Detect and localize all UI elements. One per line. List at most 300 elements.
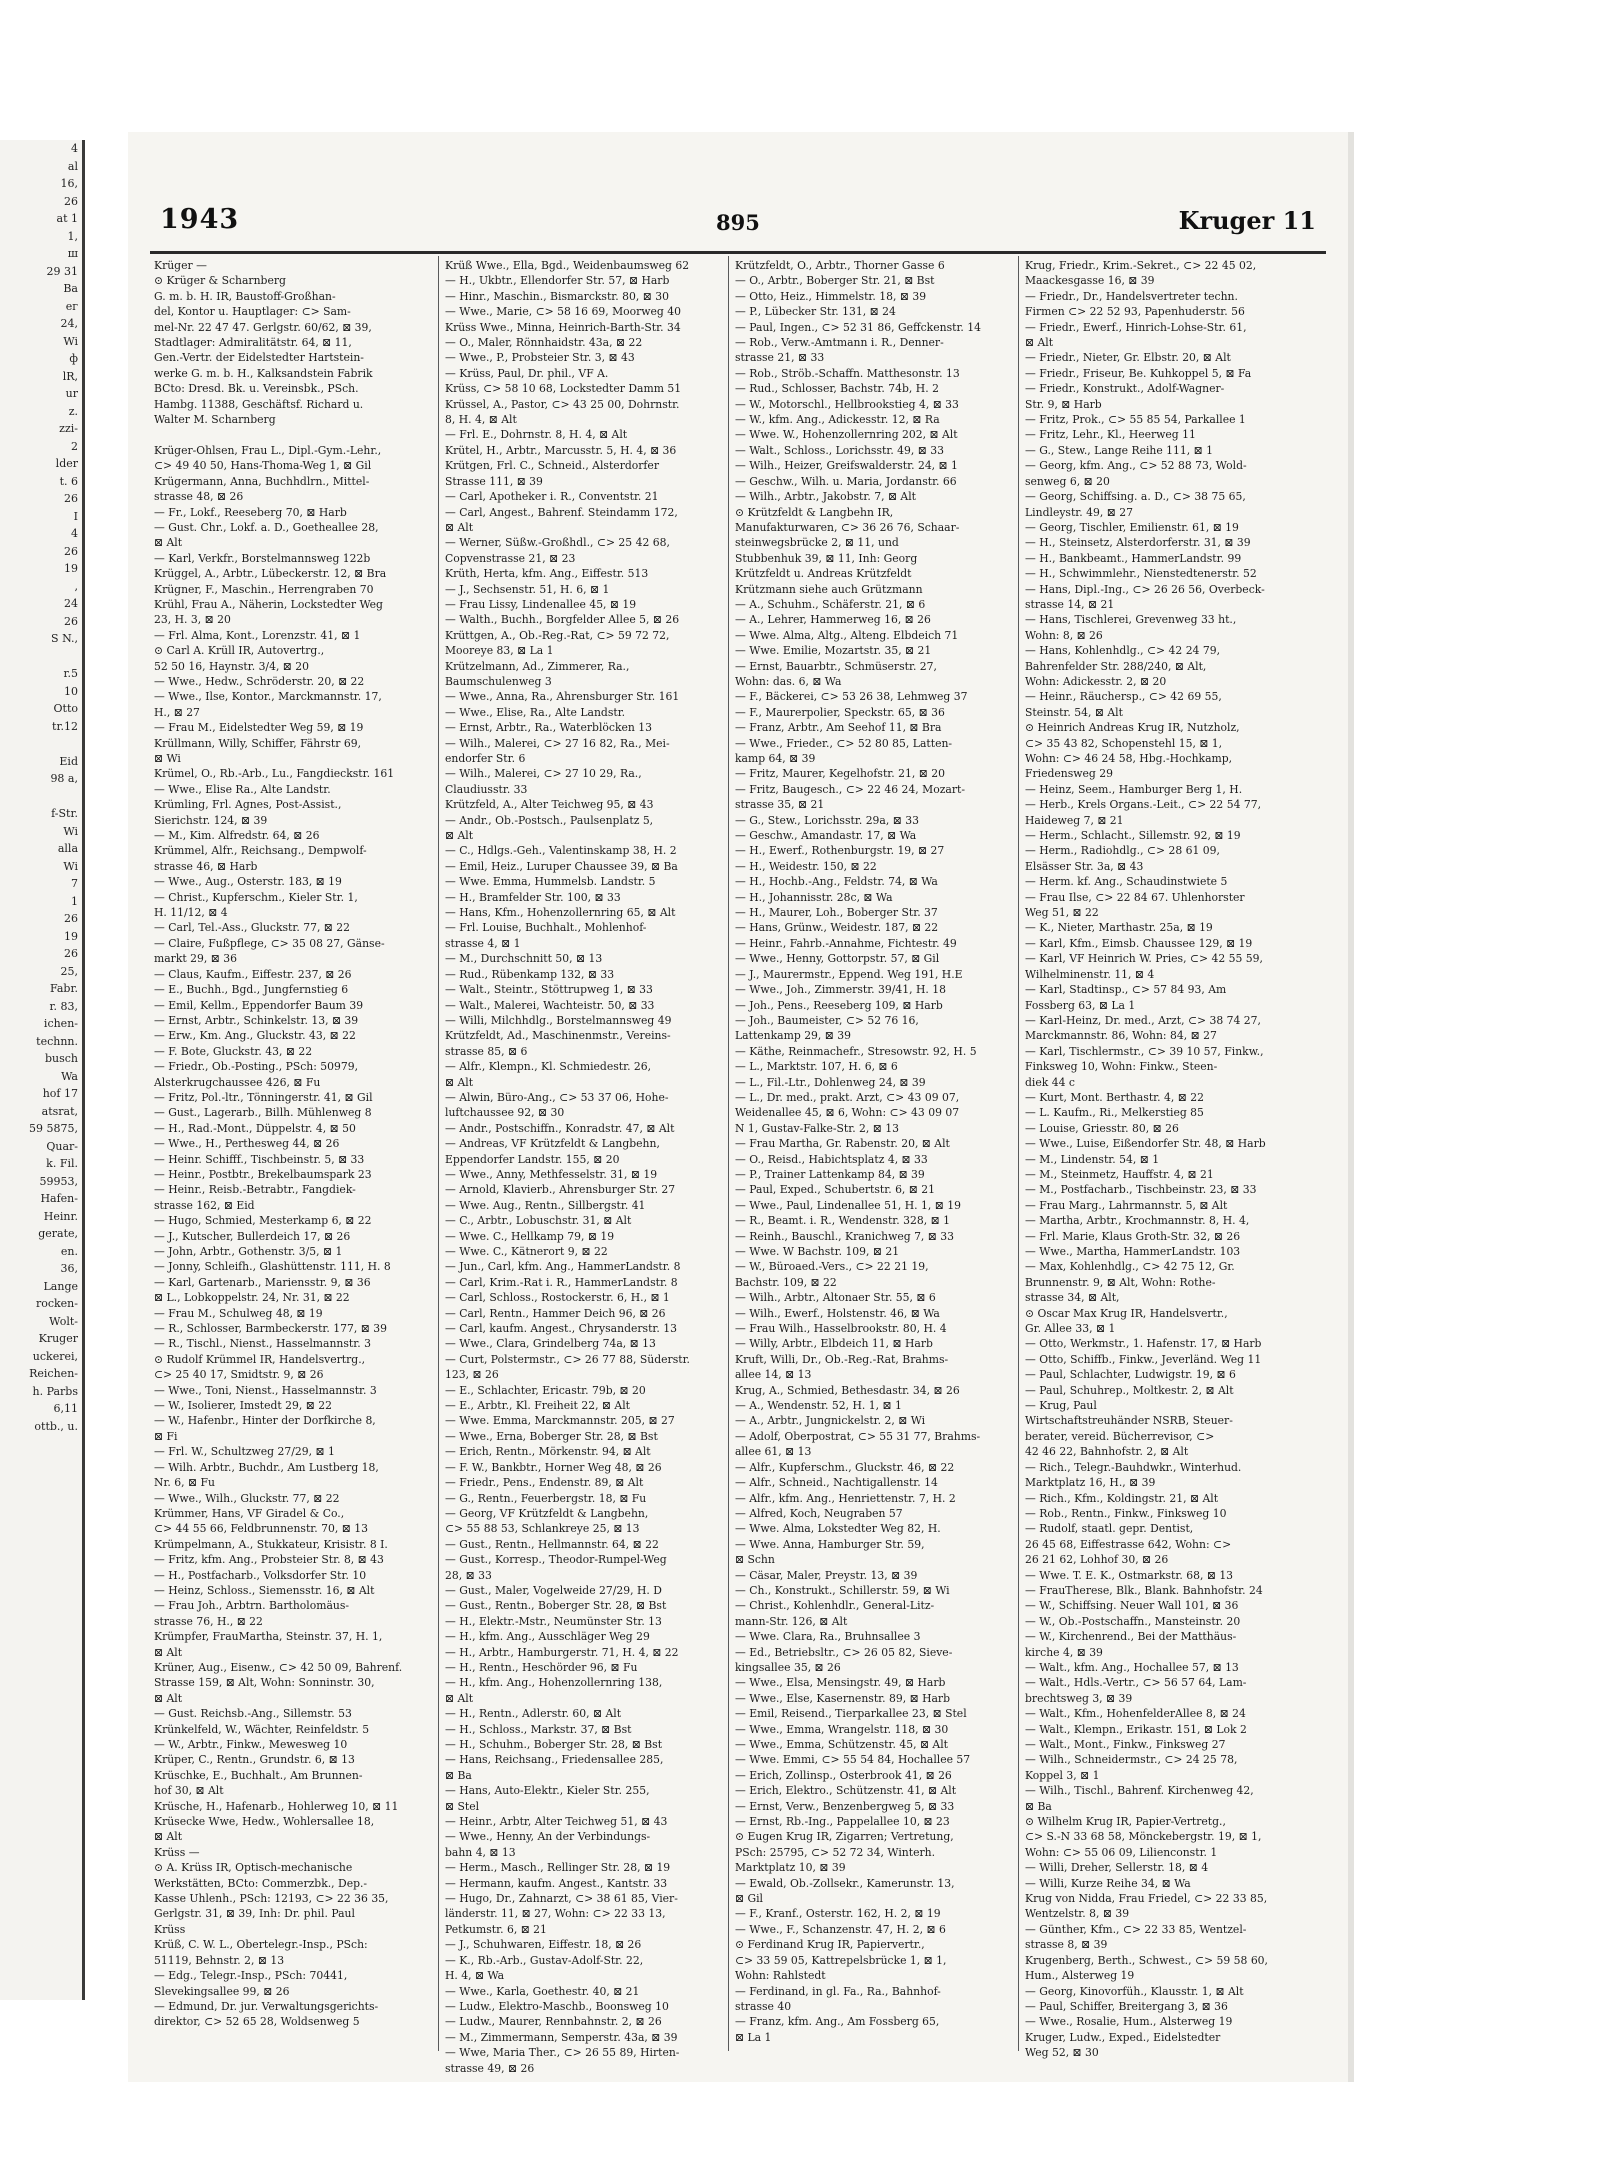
- directory-entry-line: Haideweg 7, ⊠ 21: [1025, 813, 1124, 827]
- previous-page-line: uckerei,: [32, 1349, 78, 1363]
- directory-entry-line: ⊙ A. Krüss IR, Optisch-mechanische: [154, 1861, 353, 1875]
- directory-entry-line: — C., Arbtr., Lobuschstr. 31, ⊠ Alt: [445, 1214, 632, 1228]
- directory-entry-line: — Karl, Kfm., Eimsb. Chaussee 129, ⊠ 19: [1025, 936, 1253, 950]
- directory-entry-line: Krütel, H., Arbtr., Marcusstr. 5, H. 4, ⊠ 36: [445, 443, 677, 457]
- directory-entry-line: — Hermann, kaufm. Angest., Kantstr. 33: [445, 1876, 668, 1890]
- directory-entry-line: — E., Buchh., Bgd., Jungfernstieg 6: [154, 983, 349, 997]
- directory-entry-line: — Wwe., Karla, Goethestr. 40, ⊠ 21: [445, 1984, 640, 1998]
- directory-entry-line: — Friedr., Nieter, Gr. Elbstr. 20, ⊠ Alt: [1025, 351, 1231, 365]
- directory-entry-line: — Rob., Rentn., Finkw., Finksweg 10: [1025, 1506, 1227, 1520]
- directory-entry-line: — Carl, Angest., Bahrenf. Steindamm 172,: [445, 505, 678, 519]
- directory-entry-line: — L. Kaufm., Ri., Melkerstieg 85: [1025, 1106, 1204, 1120]
- directory-entry-line: — Willy, Arbtr., Elbdeich 11, ⊠ Harb: [735, 1337, 933, 1351]
- directory-entry-line: — Wwe. Alma, Lokstedter Weg 82, H.: [735, 1522, 941, 1536]
- directory-entry-line: diek 44 c: [1025, 1075, 1075, 1089]
- directory-entry-line: — Heinr., Postbtr., Brekelbaumspark 23: [154, 1167, 372, 1181]
- directory-entry-line: Krüllmann, Willy, Schiffer, Fährstr 69,: [154, 736, 362, 750]
- previous-page-line: 4: [71, 527, 78, 540]
- directory-entry-line: — Andr., Postschiffn., Konradstr. 47, ⊠ Alt: [445, 1121, 675, 1135]
- header-page-number: 895: [716, 210, 760, 235]
- directory-entry-line: allee 14, ⊠ 13: [735, 1368, 812, 1382]
- directory-entry-line: — Krüss, Paul, Dr. phil., VF A.: [445, 366, 609, 380]
- directory-entry-line: — Erich, Zollinsp., Osterbrook 41, ⊠ 26: [735, 1768, 952, 1782]
- directory-entry-line: kamp 64, ⊠ 39: [735, 752, 816, 765]
- previous-page-line: Otto: [53, 702, 78, 715]
- directory-entry-line: — Hans, Auto-Elektr., Kieler Str. 255,: [445, 1784, 650, 1798]
- directory-entry-line: ⊠ Ba: [445, 1768, 472, 1782]
- directory-entry-line: — W., Büroaed.-Vers., ⊂> 22 21 19,: [735, 1260, 929, 1274]
- directory-entry-line: — Gust., Maler, Vogelweide 27/29, H. D: [445, 1583, 662, 1597]
- directory-entry-line: — Wwe. C., Hellkamp 79, ⊠ 19: [445, 1229, 615, 1243]
- directory-entry-line: — Wwe., P., Probsteier Str. 3, ⊠ 43: [445, 351, 635, 365]
- directory-entry-line: — Wwe. Clara, Ra., Bruhnsallee 3: [735, 1630, 921, 1644]
- directory-entry-line: — E., Arbtr., Kl. Freiheit 22, ⊠ Alt: [445, 1399, 631, 1413]
- directory-entry-line: Krümpelmann, A., Stukkateur, Krisistr. 8 I.: [154, 1537, 388, 1551]
- directory-entry-line: — A., Lehrer, Hammerweg 16, ⊠ 26: [735, 613, 931, 627]
- directory-entry-line: ⊠ Fi: [154, 1429, 178, 1443]
- directory-entry-line: — Carl, Rentn., Hammer Deich 96, ⊠ 26: [445, 1306, 666, 1320]
- directory-entry-line: — Paul, Schuhrep., Moltkestr. 2, ⊠ Alt: [1025, 1383, 1234, 1397]
- previous-page-line: lR,: [62, 369, 78, 383]
- directory-entry-line: — Carl, Krim.-Rat i. R., HammerLandstr. 8: [445, 1275, 678, 1289]
- directory-entry-line: — Gust., Korresp., Theodor-Rumpel-Weg: [445, 1553, 667, 1567]
- directory-entry-line: — Wwe., Martha, HammerLandstr. 103: [1025, 1245, 1241, 1258]
- directory-entry-line: — W., Ob.-Postschaffn., Mansteinstr. 20: [1025, 1614, 1241, 1628]
- directory-entry-line: strasse 14, ⊠ 21: [1025, 597, 1115, 611]
- directory-entry-line: 8, H. 4, ⊠ Alt: [445, 413, 517, 427]
- previous-page-line: S N.,: [51, 632, 78, 645]
- directory-entry-line: Krüssel, A., Pastor, ⊂> 43 25 00, Dohrnstr.: [445, 397, 680, 411]
- directory-entry-line: 52 50 16, Haynstr. 3/4, ⊠ 20: [154, 659, 310, 673]
- directory-entry-line: — Frl. Marie, Klaus Groth-Str. 32, ⊠ 26: [1025, 1229, 1241, 1243]
- directory-entry-line: — Friedr., Ob.-Posting., PSch: 50979,: [154, 1060, 359, 1074]
- directory-entry-line: — F. Bote, Gluckstr. 43, ⊠ 22: [154, 1044, 313, 1058]
- directory-entry-line: — Wwe., Aug., Osterstr. 183, ⊠ 19: [154, 875, 342, 889]
- directory-entry-line: — A., Wendenstr. 52, H. 1, ⊠ 1: [735, 1399, 902, 1413]
- directory-entry-line: — Carl, Schloss., Rostockerstr. 6, H., ⊠ 1: [445, 1291, 670, 1305]
- previous-page-line: tr.12: [52, 719, 78, 733]
- directory-entry-line: Krümpfer, FrauMartha, Steinstr. 37, H. 1,: [154, 1630, 383, 1644]
- directory-entry-line: Gr. Allee 33, ⊠ 1: [1025, 1322, 1116, 1336]
- directory-entry-line: Krützelmann, Ad., Zimmerer, Ra.,: [445, 659, 630, 673]
- previous-page-line: 24,: [60, 317, 78, 330]
- directory-entry-line: — M., Durchschnitt 50, ⊠ 13: [445, 952, 603, 966]
- directory-entry-line: — Walt., Malerei, Wachteistr. 50, ⊠ 33: [445, 998, 655, 1012]
- directory-entry-line: 23, H. 3, ⊠ 20: [154, 613, 231, 627]
- previous-page-line: hof 17: [42, 1087, 78, 1100]
- directory-entry-line: ⊂> 44 55 66, Feldbrunnenstr. 70, ⊠ 13: [154, 1522, 368, 1536]
- directory-entry-line: — P., Trainer Lattenkamp 84, ⊠ 39: [735, 1167, 925, 1181]
- directory-entry-line: — Wilh., Schneidermstr., ⊂> 24 25 78,: [1025, 1753, 1238, 1767]
- directory-entry-line: Manufakturwaren, ⊂> 36 26 76, Schaar-: [735, 520, 960, 534]
- directory-column-4: [1018, 256, 1323, 2060]
- directory-entry-line: Marktplatz 16, H., ⊠ 39: [1025, 1476, 1156, 1490]
- directory-entry-line: — FrauTherese, Blk., Blank. Bahnhofstr. 24: [1025, 1583, 1263, 1597]
- directory-entry-line: — Fritz, Lehr., Kl., Heerweg 11: [1025, 428, 1196, 442]
- directory-entry-line: — H., Arbtr., Hamburgerstr. 71, H. 4, ⊠ 22: [445, 1645, 679, 1659]
- directory-entry-line: — Kurt, Mont. Berthastr. 4, ⊠ 22: [1025, 1090, 1204, 1104]
- directory-entry-line: ⊠ Schn: [735, 1553, 775, 1567]
- directory-entry-line: — Wwe., Elsa, Mensingstr. 49, ⊠ Harb: [735, 1676, 946, 1690]
- previous-page-line: 24: [64, 597, 78, 610]
- directory-entry-line: — Wwe., Rosalie, Hum., Alsterweg 19: [1025, 2015, 1233, 2029]
- directory-entry-line: Krümmel, Alfr., Reichsang., Dempwolf-: [154, 844, 367, 858]
- directory-entry-line: — Wilh., Arbtr., Altonaer Str. 55, ⊠ 6: [735, 1291, 936, 1305]
- directory-entry-line: — Herm., Schlacht., Sillemstr. 92, ⊠ 19: [1025, 829, 1241, 843]
- directory-entry-line: — Fr., Lokf., Reeseberg 70, ⊠ Harb: [154, 505, 347, 519]
- directory-entry-line: — Georg, Kinovorfüh., Klausstr. 1, ⊠ Alt: [1025, 1984, 1244, 1998]
- directory-entry-line: direktor, ⊂> 52 65 28, Woldsenweg 5: [154, 2015, 360, 2029]
- previous-page-line: 1,: [67, 229, 78, 243]
- directory-entry-line: — M., Steinmetz, Hauffstr. 4, ⊠ 21: [1025, 1167, 1214, 1181]
- directory-entry-line: Krug, A., Schmied, Bethesdastr. 34, ⊠ 26: [735, 1383, 960, 1397]
- directory-entry-line: — Wwe., H., Perthesweg 44, ⊠ 26: [154, 1137, 340, 1151]
- directory-entry-line: — Rob., Ströb.-Schaffn. Matthesonstr. 13: [735, 366, 960, 380]
- directory-entry-line: — Otto, Heiz., Himmelstr. 18, ⊠ 39: [735, 289, 927, 303]
- previous-page-line: 98 a,: [50, 772, 78, 785]
- directory-entry-line: — H., kfm. Ang., Ausschläger Weg 29: [445, 1630, 650, 1644]
- directory-entry-line: — Edmund, Dr. jur. Verwaltungsgerichts-: [154, 1999, 379, 2013]
- previous-page-line: [0, 735, 82, 753]
- directory-entry-line: ⊂> 49 40 50, Hans-Thoma-Weg 1, ⊠ Gil: [154, 459, 372, 473]
- directory-entry-line: Kasse Uhlenh., PSch: 12193, ⊂> 22 36 35,: [154, 1892, 389, 1906]
- previous-page-line: 25,: [60, 964, 78, 978]
- previous-page-line: gerate,: [38, 1227, 78, 1240]
- directory-entry-line: — Käthe, Reinmachefr., Stresowstr. 92, H. 5: [735, 1044, 977, 1058]
- directory-entry-line: — F., Kranf., Osterstr. 162, H. 2, ⊠ 19: [735, 1907, 941, 1921]
- directory-entry-line: — Ludw., Elektro-Maschb., Boonsweg 10: [445, 1999, 669, 2013]
- directory-entry-line: bahn 4, ⊠ 13: [445, 1845, 516, 1859]
- directory-entry-line: — Rich., Telegr.-Bauhdwkr., Winterhud.: [1025, 1460, 1242, 1474]
- directory-entry-line: Marktplatz 10, ⊠ 39: [735, 1861, 846, 1875]
- directory-entry-line: — J., Maurermstr., Eppend. Weg 191, H.E: [735, 967, 963, 981]
- directory-entry-line: — Cäsar, Maler, Preystr. 13, ⊠ 39: [735, 1568, 918, 1582]
- directory-entry-line: — Frl. Alma, Kont., Lorenzstr. 41, ⊠ 1: [154, 628, 361, 642]
- directory-entry-line: — L., Marktstr. 107, H. 6, ⊠ 6: [735, 1060, 898, 1074]
- directory-entry-line: Eppendorfer Landstr. 155, ⊠ 20: [445, 1152, 620, 1166]
- directory-entry-line: — Rich., Kfm., Koldingstr. 21, ⊠ Alt: [1025, 1491, 1219, 1505]
- directory-entry-line: — Frau M., Eidelstedter Weg 59, ⊠ 19: [154, 721, 364, 735]
- directory-entry-line: Str. 9, ⊠ Harb: [1025, 397, 1102, 411]
- directory-entry-line: — Carl, Tel.-Ass., Gluckstr. 77, ⊠ 22: [154, 921, 351, 935]
- directory-entry-line: strasse 49, ⊠ 26: [445, 2061, 535, 2075]
- directory-entry-line: — R., Schlosser, Barmbeckerstr. 177, ⊠ 39: [154, 1322, 387, 1336]
- directory-entry-line: Wohn: Rahlstedt: [735, 1969, 826, 1983]
- directory-entry-line: ⊠ Gil: [735, 1892, 764, 1906]
- directory-entry-line: — Christ., Kohlenhdlr., General-Litz-: [735, 1599, 935, 1613]
- previous-page-line: 4: [71, 142, 78, 155]
- directory-entry-line: strasse 34, ⊠ Alt,: [1025, 1291, 1120, 1305]
- directory-entry-line: ⊂> 55 88 53, Schlankreye 25, ⊠ 13: [445, 1522, 640, 1536]
- directory-entry-line: — Geschw., Amandastr. 17, ⊠ Wa: [735, 829, 917, 843]
- directory-entry-line: Mooreye 83, ⊠ La 1: [445, 644, 554, 658]
- directory-entry-line: — Fritz, kfm. Ang., Probsteier Str. 8, ⊠ 43: [154, 1553, 384, 1567]
- previous-page-line: alla: [57, 842, 78, 855]
- directory-entry-line: — W., Motorschl., Hellbrookstieg 4, ⊠ 33: [735, 397, 959, 411]
- directory-entry-line: berater, vereid. Bücherrevisor, ⊂>: [1025, 1429, 1215, 1443]
- directory-entry-line: — Andr., Ob.-Postsch., Paulsenplatz 5,: [445, 813, 654, 827]
- directory-entry-line: Bahrenfelder Str. 288/240, ⊠ Alt,: [1025, 659, 1207, 673]
- directory-entry-line: ⊂> 25 40 17, Smidtstr. 9, ⊠ 26: [154, 1368, 324, 1382]
- directory-entry-line: Krüsche, H., Hafenarb., Hohlerweg 10, ⊠ 11: [154, 1799, 399, 1813]
- directory-entry-line: — Emil, Reisend., Tierparkallee 23, ⊠ Stel: [735, 1707, 967, 1721]
- directory-entry-line: — Herb., Krels Organs.-Leit., ⊂> 22 54 77,: [1025, 798, 1262, 812]
- directory-entry-line: Kruft, Willi, Dr., Ob.-Reg.-Rat, Brahms-: [735, 1352, 949, 1366]
- directory-entry-line: — Fritz, Prok., ⊂> 55 85 54, Parkallee 1: [1025, 413, 1246, 427]
- directory-entry-line: Marckmannstr. 86, Wohn: 84, ⊠ 27: [1025, 1029, 1217, 1043]
- previous-page-line: Wi: [63, 824, 78, 838]
- directory-entry-line: — Reinh., Bauschl., Kranichweg 7, ⊠ 33: [735, 1229, 955, 1243]
- directory-entry-line: — H., Rentn., Adlerstr. 60, ⊠ Alt: [445, 1707, 622, 1721]
- directory-entry-line: — Georg, VF Krützfeldt & Langbehn,: [445, 1506, 649, 1520]
- directory-entry-line: — Georg, Tischler, Emilienstr. 61, ⊠ 19: [1025, 520, 1239, 534]
- directory-entry-line: — Wwe., Henny, Gottorpstr. 57, ⊠ Gil: [735, 952, 940, 966]
- directory-entry-line: — Rudolf, staatl. gepr. Dentist,: [1025, 1522, 1194, 1536]
- directory-entry-line: — Erw., Km. Ang., Gluckstr. 43, ⊠ 22: [154, 1029, 356, 1043]
- directory-entry-line: steinwegsbrücke 2, ⊠ 11, und: [735, 536, 899, 550]
- directory-entry-line: — R., Beamt. i. R., Wendenstr. 328, ⊠ 1: [735, 1214, 950, 1228]
- directory-column-3: [728, 256, 1014, 2051]
- directory-entry-line: Krüper, C., Rentn., Grundstr. 6, ⊠ 13: [154, 1753, 355, 1767]
- directory-entry-line: — Fritz, Baugesch., ⊂> 22 46 24, Mozart-: [735, 782, 965, 796]
- directory-entry-line: Krüss, ⊂> 58 10 68, Lockstedter Damm 51: [445, 382, 682, 396]
- previous-page-line: 10: [64, 684, 78, 698]
- directory-entry-line: Krüss —: [154, 1845, 200, 1859]
- directory-entry-line: Krugenberg, Berth., Schwest., ⊂> 59 58 60,: [1025, 1953, 1268, 1967]
- directory-entry-line: Krützfeldt, O., Arbtr., Thorner Gasse 6: [735, 259, 945, 272]
- directory-entry-line: Weg 52, ⊠ 30: [1025, 2046, 1099, 2060]
- directory-entry-line: H., ⊠ 27: [154, 705, 200, 719]
- directory-entry-line: — Friedr., Friseur, Be. Kuhkoppel 5, ⊠ Fa: [1025, 366, 1252, 380]
- directory-entry-line: — Wilh., Ewerf., Holstenstr. 46, ⊠ Wa: [735, 1306, 940, 1320]
- directory-entry-line: — W., Isolierer, Imstedt 29, ⊠ 22: [154, 1399, 333, 1413]
- directory-entry-line: Krug von Nidda, Frau Friedel, ⊂> 22 33 85,: [1025, 1892, 1268, 1906]
- header-year: 1943: [160, 204, 240, 235]
- directory-entry-line: — Wwe. Alma, Altg., Alteng. Elbdeich 71: [735, 628, 959, 642]
- directory-entry-line: — Fritz, Maurer, Kegelhofstr. 21, ⊠ 20: [735, 767, 945, 781]
- directory-entry-line: Krug, Friedr., Krim.-Sekret., ⊂> 22 45 02,: [1025, 259, 1257, 272]
- previous-page-line: k. Fil.: [46, 1157, 78, 1170]
- previous-page-line: Wa: [61, 1069, 78, 1083]
- directory-entry-line: Friedensweg 29: [1025, 767, 1114, 781]
- directory-entry-line: strasse 21, ⊠ 33: [735, 351, 825, 365]
- directory-entry-line: Gerlgstr. 31, ⊠ 39, Inh: Dr. phil. Paul: [154, 1907, 355, 1921]
- directory-entry-line: Baumschulenweg 3: [445, 674, 552, 688]
- directory-entry-line: ⊠ Wi: [154, 752, 181, 765]
- previous-page-line: [0, 788, 82, 806]
- directory-entry-line: — H., Ukbtr., Ellendorfer Str. 57, ⊠ Harb: [445, 274, 670, 288]
- directory-entry-line: Slevekingsallee 99, ⊠ 26: [154, 1984, 290, 1998]
- directory-entry-line: [154, 427, 430, 442]
- previous-page-line: Heinr.: [43, 1209, 78, 1223]
- directory-entry-line: — Wwe. Anna, Hamburger Str. 59,: [735, 1537, 925, 1551]
- directory-entry-line: — Claire, Fußpflege, ⊂> 35 08 27, Gänse-: [154, 936, 385, 950]
- directory-entry-line: — Otto, Schiffb., Finkw., Jeverländ. Weg 11: [1025, 1352, 1262, 1366]
- directory-entry-line: Petkumstr. 6, ⊠ 21: [445, 1922, 547, 1936]
- directory-entry-line: Lattenkamp 29, ⊠ 39: [735, 1029, 852, 1043]
- directory-entry-line: 26 45 68, Eiffestrasse 642, Wohn: ⊂>: [1025, 1537, 1232, 1551]
- directory-entry-line: ⊠ Alt: [154, 536, 183, 550]
- directory-entry-line: — C., Hdlgs.-Geh., Valentinskamp 38, H. 2: [445, 844, 677, 858]
- previous-page-line: Eid: [59, 754, 78, 768]
- directory-entry-line: Alsterkrugchaussee 426, ⊠ Fu: [154, 1075, 321, 1089]
- directory-entry-line: — Gust. Reichsb.-Ang., Sillemstr. 53: [154, 1707, 352, 1721]
- previous-page-line: zzi-: [59, 422, 78, 435]
- directory-entry-line: — F. W., Bankbtr., Horner Weg 48, ⊠ 26: [445, 1460, 662, 1474]
- directory-entry-line: Krützfeldt, Ad., Maschinenmstr., Vereins-: [445, 1029, 671, 1043]
- directory-entry-line: — Karl, Tischlermstr., ⊂> 39 10 57, Finkw.,: [1025, 1044, 1264, 1058]
- directory-entry-line: — Walth., Buchh., Borgfelder Allee 5, ⊠ 26: [445, 613, 680, 627]
- directory-entry-line: Steinstr. 54, ⊠ Alt: [1025, 705, 1123, 719]
- directory-entry-line: — Wilh., Malerei, ⊂> 27 16 82, Ra., Mei-: [445, 736, 670, 750]
- directory-entry-line: — Wwe. Emmi, ⊂> 55 54 84, Hochallee 57: [735, 1753, 971, 1767]
- previous-page-line: r. 83,: [49, 999, 78, 1013]
- directory-entry-line: — Wwe. Emilie, Mozartstr. 35, ⊠ 21: [735, 644, 932, 658]
- directory-entry-line: kingsallee 35, ⊠ 26: [735, 1660, 841, 1674]
- directory-entry-line: ⊙ Rudolf Krümmel IR, Handelsvertrg.,: [154, 1352, 366, 1366]
- directory-entry-line: Krügner, F., Maschin., Herrengraben 70: [154, 582, 374, 596]
- directory-entry-line: — J., Schuhwaren, Eiffestr. 18, ⊠ 26: [445, 1938, 642, 1952]
- directory-entry-line: — Carl, Apotheker i. R., Conventstr. 21: [445, 490, 659, 504]
- directory-entry-line: Krüschke, E., Buchhalt., Am Brunnen-: [154, 1768, 363, 1782]
- directory-entry-line: — John, Arbtr., Gothenstr. 3/5, ⊠ 1: [154, 1245, 343, 1258]
- directory-entry-line: ⊙ Oscar Max Krug IR, Handelsvertr.,: [1025, 1306, 1228, 1320]
- directory-entry-line: Koppel 3, ⊠ 1: [1025, 1768, 1100, 1782]
- directory-entry-line: — Claus, Kaufm., Eiffestr. 237, ⊠ 26: [154, 967, 352, 981]
- directory-entry-line: — E., Schlachter, Ericastr. 79b, ⊠ 20: [445, 1383, 646, 1397]
- directory-entry-line: — Frl. W., Schultzweg 27/29, ⊠ 1: [154, 1445, 335, 1459]
- directory-entry-line: ⊙ Krützfeldt & Langbehn IR,: [735, 505, 894, 519]
- directory-entry-line: — Karl, Verkfr., Borstelmannsweg 122b: [154, 551, 371, 565]
- previous-page-line: ш: [67, 247, 78, 260]
- previous-page-line: 19: [64, 562, 78, 575]
- directory-entry-line: Hambg. 11388, Geschäftsf. Richard u.: [154, 397, 364, 411]
- previous-page-line: ,: [74, 579, 78, 593]
- directory-entry-line: strasse 48, ⊠ 26: [154, 490, 244, 504]
- previous-page-line: atsrat,: [41, 1104, 78, 1118]
- directory-entry-line: — M., Lindenstr. 54, ⊠ 1: [1025, 1152, 1160, 1166]
- previous-page-line: 19: [64, 929, 78, 943]
- directory-entry-line: markt 29, ⊠ 36: [154, 952, 237, 966]
- directory-entry-line: — Frau Wilh., Hasselbrookstr. 80, H. 4: [735, 1322, 947, 1336]
- previous-page-line: Lange: [43, 1279, 78, 1293]
- previous-page-line: ichen-: [43, 1017, 78, 1030]
- directory-entry-line: Firmen ⊂> 22 52 93, Papenhuderstr. 56: [1025, 305, 1245, 319]
- directory-entry-line: — Jonny, Schleifh., Glashüttenstr. 111, H. 8: [154, 1260, 391, 1274]
- previous-page-line: 36,: [60, 1262, 78, 1275]
- directory-entry-line: — Gust., Rentn., Boberger Str. 28, ⊠ Bst: [445, 1599, 667, 1613]
- directory-entry-line: 42 46 22, Bahnhofstr. 2, ⊠ Alt: [1025, 1445, 1189, 1459]
- directory-entry-line: allee 61, ⊠ 13: [735, 1445, 812, 1459]
- directory-entry-line: — Walt., Hdls.-Vertr., ⊂> 56 57 64, Lam-: [1025, 1676, 1247, 1690]
- previous-page-line: 6,11: [53, 1402, 78, 1415]
- directory-entry-line: strasse 35, ⊠ 21: [735, 798, 825, 812]
- directory-entry-line: 26 21 62, Lohhof 30, ⊠ 26: [1025, 1553, 1169, 1567]
- directory-entry-line: — H., Maurer, Loh., Boberger Str. 37: [735, 906, 938, 920]
- previous-page-fragment: [0, 140, 85, 2000]
- previous-page-line: Wolt-: [49, 1314, 78, 1328]
- directory-entry-line: — Walt., Kfm., HohenfelderAllee 8, ⊠ 24: [1025, 1707, 1246, 1721]
- directory-entry-line: Wohn: ⊂> 46 24 58, Hbg.-Hochkamp,: [1025, 752, 1233, 765]
- directory-entry-line: Krüß, C. W. L., Obertelegr.-Insp., PSch:: [154, 1938, 368, 1952]
- directory-entry-line: — Herm. kf. Ang., Schaudinstwiete 5: [1025, 875, 1228, 889]
- directory-entry-line: mel-Nr. 22 47 47. Gerlgstr. 60/62, ⊠ 39,: [154, 320, 372, 334]
- directory-entry-line: 28, ⊠ 33: [445, 1568, 492, 1582]
- directory-entry-line: — Friedr., Dr., Handelsvertreter techn.: [1025, 289, 1238, 303]
- directory-entry-line: — Wilh., Arbtr., Jakobstr. 7, ⊠ Alt: [735, 490, 917, 504]
- directory-entry-line: Krützfeldt u. Andreas Krützfeldt: [735, 567, 912, 581]
- directory-entry-line: — F., Maurerpolier, Speckstr. 65, ⊠ 36: [735, 705, 945, 719]
- directory-entry-line: — Wwe., Luise, Eißendorfer Str. 48, ⊠ Harb: [1025, 1137, 1266, 1151]
- previous-page-line: 26: [64, 947, 78, 960]
- directory-entry-line: 123, ⊠ 26: [445, 1368, 499, 1382]
- directory-entry-line: — Frl. E., Dohrnstr. 8, H. 4, ⊠ Alt: [445, 428, 628, 442]
- directory-entry-line: brechtsweg 3, ⊠ 39: [1025, 1691, 1133, 1705]
- directory-entry-line: — Wwe. Emma, Hummelsb. Landstr. 5: [445, 875, 656, 889]
- directory-entry-line: — H., Steinsetz, Alsterdorferstr. 31, ⊠ 39: [1025, 536, 1251, 550]
- directory-column-1: [148, 256, 434, 2051]
- directory-entry-line: — Wwe., Erna, Boberger Str. 28, ⊠ Bst: [445, 1429, 658, 1443]
- directory-entry-line: — Alfred, Koch, Neugraben 57: [735, 1506, 903, 1520]
- directory-entry-line: — Wwe., Emma, Wrangelstr. 118, ⊠ 30: [735, 1722, 949, 1736]
- directory-entry-line: ⊠ La 1: [735, 2030, 772, 2044]
- directory-entry-line: — Alfr., Schneid., Nachtigallenstr. 14: [735, 1476, 938, 1490]
- directory-entry-line: — O., Maler, Rönnhaidstr. 43a, ⊠ 22: [445, 336, 643, 350]
- directory-entry-line: — H., kfm. Ang., Hohenzollernring 138,: [445, 1676, 663, 1690]
- directory-entry-line: Krüss: [154, 1922, 186, 1936]
- directory-entry-line: — Wwe., Toni, Nienst., Hasselmannstr. 3: [154, 1383, 377, 1397]
- directory-entry-line: — Hans, Reichsang., Friedensallee 285,: [445, 1753, 664, 1767]
- directory-entry-line: — Paul, Schlachter, Ludwigstr. 19, ⊠ 6: [1025, 1368, 1236, 1382]
- directory-entry-line: del, Kontor u. Hauptlager: ⊂> Sam-: [154, 305, 351, 319]
- directory-entry-line: — Hans, Dipl.-Ing., ⊂> 26 26 56, Overbeck-: [1025, 582, 1265, 596]
- directory-entry-line: Hum., Alsterweg 19: [1025, 1969, 1135, 1983]
- previous-page-line: ег: [65, 299, 78, 313]
- directory-entry-line: Krützfeld, A., Alter Teichweg 95, ⊠ 43: [445, 798, 654, 812]
- directory-entry-line: Stadtlager: Admiralitätstr. 64, ⊠ 11,: [154, 336, 352, 350]
- directory-entry-line: — H., Johannisstr. 28c, ⊠ Wa: [735, 890, 893, 904]
- directory-entry-line: — Hans, Kfm., Hohenzollernring 65, ⊠ Alt: [445, 906, 676, 920]
- previous-page-line: Wi: [63, 859, 78, 873]
- directory-entry-line: senweg 6, ⊠ 20: [1025, 474, 1110, 488]
- directory-entry-line: Stubbenhuk 39, ⊠ 11, Inh: Georg: [735, 551, 918, 565]
- directory-entry-line: — Edg., Telegr.-Insp., PSch: 70441,: [154, 1969, 348, 1983]
- directory-entry-line: — Curt, Polstermstr., ⊂> 26 77 88, Süderstr.: [445, 1352, 690, 1366]
- directory-entry-line: — Franz, kfm. Ang., Am Fossberg 65,: [735, 2015, 940, 2029]
- previous-page-line: ф: [69, 352, 78, 365]
- directory-entry-line: — H., Postfacharb., Volksdorfer Str. 10: [154, 1568, 367, 1582]
- directory-entry-line: — Günther, Kfm., ⊂> 22 33 85, Wentzel-: [1025, 1922, 1247, 1936]
- previous-page-line: 26: [64, 614, 78, 628]
- directory-entry-line: — M., Zimmermann, Semperstr. 43a, ⊠ 39: [445, 2030, 678, 2044]
- directory-entry-line: — Hugo, Schmied, Mesterkamp 6, ⊠ 22: [154, 1214, 372, 1228]
- directory-entry-line: — H., Schwimmlehr., Nienstedtenerstr. 52: [1025, 567, 1257, 581]
- directory-entry-line: — Ernst, Verw., Benzenbergweg 5, ⊠ 33: [735, 1799, 955, 1813]
- directory-entry-line: — Herm., Radiohdlg., ⊂> 28 61 09,: [1025, 844, 1220, 858]
- directory-entry-line: — Friedr., Konstrukt., Adolf-Wagner-: [1025, 382, 1225, 396]
- directory-entry-line: — Adolf, Oberpostrat, ⊂> 55 31 77, Brahms-: [735, 1429, 981, 1443]
- directory-entry-line: — Wwe. Emma, Marckmannstr. 205, ⊠ 27: [445, 1414, 675, 1428]
- previous-page-line: f-Str.: [51, 807, 78, 820]
- directory-entry-line: Krüger —: [154, 259, 207, 272]
- directory-entry-line: — Rud., Rübenkamp 132, ⊠ 33: [445, 967, 615, 981]
- previous-page-line: 26: [64, 194, 78, 208]
- directory-entry-line: — Willi, Kurze Reihe 34, ⊠ Wa: [1025, 1876, 1191, 1890]
- directory-entry-line: ⊂> S.-N 33 68 58, Mönckebergstr. 19, ⊠ 1,: [1025, 1830, 1262, 1844]
- directory-entry-line: — J., Sechsenstr. 51, H. 6, ⊠ 1: [445, 582, 610, 596]
- directory-entry-line: Strasse 111, ⊠ 39: [445, 474, 543, 488]
- directory-entry-line: — H., Rad.-Mont., Düppelstr. 4, ⊠ 50: [154, 1121, 356, 1135]
